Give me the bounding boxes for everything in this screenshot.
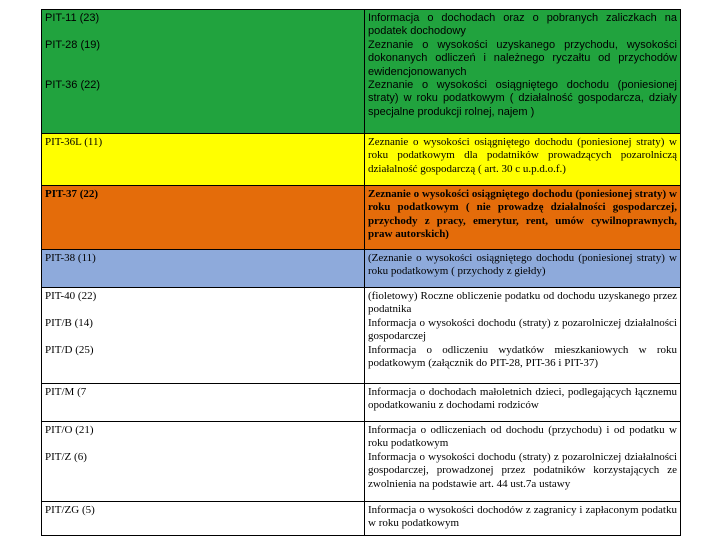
form-code: PIT-36 (22) bbox=[45, 79, 101, 91]
form-code-cell bbox=[42, 186, 365, 250]
form-description: Zeznanie o wysokości osiągniętego dochodu (poniesionej straty) w roku podatkowym ( działalność gospodarcza, działy specjalne produkcji rolnej, najem ) bbox=[368, 79, 677, 118]
form-code-cell bbox=[42, 502, 365, 536]
form-description: Informacja o dochodach oraz o pobranych zaliczkach na podatek dochodowy bbox=[368, 12, 677, 38]
form-description-cell bbox=[365, 288, 681, 384]
form-description-cell bbox=[365, 186, 681, 250]
form-code: PIT/Z (6) bbox=[45, 451, 87, 463]
form-description-cell bbox=[365, 422, 681, 502]
table-row bbox=[42, 250, 681, 288]
table-row bbox=[42, 10, 681, 134]
form-description: (Zeznanie o wysokości osiągniętego dochodu (poniesionej straty) w roku podatkowym ( przychody z giełdy) bbox=[368, 252, 677, 278]
form-description: Informacja o dochodach małoletnich dzieci, podlegających łącznemu opodatkowaniu z dochodami rodziców bbox=[368, 386, 677, 412]
form-description: (fioletowy) Roczne obliczenie podatku od dochodu uzyskanego przez podatnika bbox=[368, 290, 677, 316]
form-description: Zeznanie o wysokości osiągniętego dochodu (poniesionej straty) w roku podatkowym dla podatników prowadzących pozarolniczą działalność gospodarczą ( art. 30 c u.p.d.o.f.) bbox=[368, 136, 677, 175]
form-code-cell bbox=[42, 384, 365, 422]
form-code-cell bbox=[42, 288, 365, 384]
form-code: PIT-38 (11) bbox=[45, 252, 96, 264]
form-description: Informacja o wysokości dochodu (straty) z pozarolniczej działalności gospodarczej, prowadzonej przez podatników korzystających ze zwolnienia na podstawie art. 44 ust.7a ustawy bbox=[368, 450, 677, 490]
form-description: Informacja o odliczeniu wydatków mieszkaniowych w roku podatkowym (załącznik do PIT-28, PIT-36 i PIT-37) bbox=[368, 343, 677, 370]
form-code: PIT-28 (19) bbox=[45, 39, 101, 51]
form-description: Informacja o wysokości dochodu (straty) z pozarolniczej działalności gospodarczej bbox=[368, 316, 677, 343]
form-code-cell bbox=[42, 250, 365, 288]
form-code-cell bbox=[42, 10, 365, 134]
form-code: PIT/ZG (5) bbox=[45, 504, 95, 516]
form-code: PIT-11 (23) bbox=[45, 12, 100, 24]
form-description: Zeznanie o wysokości uzyskanego przychodu, wysokości dokonanych odliczeń i należnego ryczałtu od przychodów ewidencjonowanych bbox=[368, 38, 677, 78]
form-code: PIT-40 (22) bbox=[45, 290, 97, 302]
table-row bbox=[42, 288, 681, 384]
form-description: Zeznanie o wysokości osiągniętego dochodu (poniesionej straty) w roku podatkowym ( nie prowadzę działalności gospodarczej, przychody z pracy, emerytur, rent, umów cywilnoprawnych, praw autorskich) bbox=[368, 188, 677, 241]
form-code-cell bbox=[42, 422, 365, 502]
table-row bbox=[42, 186, 681, 250]
form-code: PIT-36L (11) bbox=[45, 136, 103, 148]
form-description: Informacja o wysokości dochodów z zagranicy i zapłaconym podatku w roku podatkowym bbox=[368, 504, 677, 530]
table-row bbox=[42, 384, 681, 422]
table-row bbox=[42, 134, 681, 186]
form-description-cell bbox=[365, 10, 681, 134]
form-code: PIT/O (21) bbox=[45, 424, 94, 436]
table-row bbox=[42, 502, 681, 536]
table-row bbox=[42, 422, 681, 502]
form-code: PIT/M (7 bbox=[45, 386, 87, 398]
form-code-cell bbox=[42, 134, 365, 186]
form-description-cell bbox=[365, 384, 681, 422]
form-code: PIT-37 (22) bbox=[45, 188, 99, 200]
pit-forms-table bbox=[41, 9, 681, 536]
form-code: PIT/B (14) bbox=[45, 317, 93, 329]
form-description-cell bbox=[365, 250, 681, 288]
form-code: PIT/D (25) bbox=[45, 344, 94, 356]
form-description: Informacja o odliczeniach od dochodu (przychodu) i od podatku w roku podatkowym bbox=[368, 424, 677, 450]
form-description-cell bbox=[365, 502, 681, 536]
form-description-cell bbox=[365, 134, 681, 186]
